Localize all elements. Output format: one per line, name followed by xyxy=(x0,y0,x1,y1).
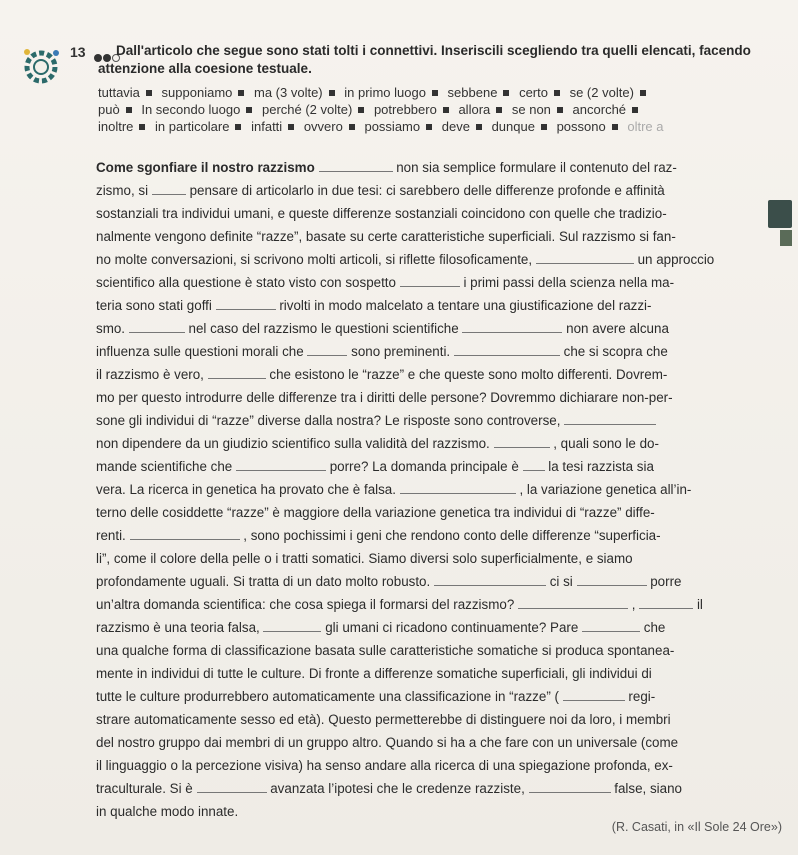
gear-icon xyxy=(18,44,64,90)
answer-blank[interactable] xyxy=(208,365,266,379)
article-text: scientifico alla questione è stato visto con sospetto xyxy=(96,275,396,290)
article-line xyxy=(96,524,786,547)
article-text: smo. xyxy=(96,321,126,336)
word-bank-row xyxy=(98,84,788,101)
article-text: profondamente uguali. Si tratta di un dato molto robusto. xyxy=(96,574,431,589)
article-text: i primi passi della scienza nella ma- xyxy=(463,275,675,290)
answer-blank[interactable] xyxy=(130,526,240,540)
article-line xyxy=(96,455,786,478)
answer-blank[interactable] xyxy=(307,342,347,356)
article-line: in qualche modo innate. xyxy=(96,804,239,819)
article-text: traculturale. Si è xyxy=(96,781,193,796)
article-text: che si scopra che xyxy=(563,344,668,359)
article-line xyxy=(96,616,786,639)
article-line: una qualche forma di classificazione basata sulle caratteristiche somatiche si produca spontanea- xyxy=(96,643,675,658)
answer-blank[interactable] xyxy=(536,250,634,264)
article-text: teria sono stati goffi xyxy=(96,298,212,313)
article-body xyxy=(96,156,786,823)
word-option: supponiamo xyxy=(161,85,233,100)
article-text: nel caso del razzismo le questioni scientifiche xyxy=(188,321,459,336)
article-text: non sia semplice formulare il contenuto del raz- xyxy=(396,160,677,175)
article-title: Come sgonfiare il nostro razzismo xyxy=(96,160,315,175)
article-text: false, siano xyxy=(614,781,683,796)
word-option: In secondo luogo xyxy=(141,102,241,117)
answer-blank[interactable] xyxy=(564,411,656,425)
article-text: porre? La domanda principale è xyxy=(329,459,519,474)
article-line xyxy=(96,685,786,708)
answer-blank[interactable] xyxy=(129,319,185,333)
answer-blank[interactable] xyxy=(582,618,640,632)
article-text: mande scientifiche che xyxy=(96,459,233,474)
article-line: sostanziali tra individui umani, e queste differenze sostanziali coincidono con quelle che tradizio- xyxy=(96,206,667,221)
article-line xyxy=(96,432,786,455)
word-option: possiamo xyxy=(364,119,421,134)
article-line xyxy=(96,248,786,271)
article-text: , la variazione genetica all’in- xyxy=(519,482,692,497)
article-line: terno delle cosiddette “razze” è maggiore della variazione genetica tra individui di “razze” diffe- xyxy=(96,505,655,520)
article-line: nalmente vengono definite “razze”, basate su certe caratteristiche superficiali. Sul razzismo si fan- xyxy=(96,229,676,244)
word-option: deve xyxy=(441,119,470,134)
word-option: allora xyxy=(458,102,491,117)
answer-blank[interactable] xyxy=(197,779,267,793)
article-text: sono preminenti. xyxy=(351,344,451,359)
word-option: se non xyxy=(511,102,551,117)
article-line xyxy=(96,317,786,340)
word-option: dunque xyxy=(491,119,535,134)
instruction-text: Dall'articolo che segue sono stati tolti i connettivi. Inseriscili scegliendo tra quelli elencati, facendo attenzione alla coesione testuale. xyxy=(98,43,751,76)
answer-blank[interactable] xyxy=(434,572,546,586)
article-source: (R. Casati, in «Il Sole 24 Ore») xyxy=(611,820,782,834)
answer-blank[interactable] xyxy=(523,457,545,471)
article-line xyxy=(96,363,786,386)
word-option: può xyxy=(98,102,120,117)
article-text: sone gli individui di “razze” diverse dalla nostra? Le risposte sono controverse, xyxy=(96,413,561,428)
word-bank-row xyxy=(98,101,788,118)
article-line: mo per questo introdurre delle differenze tra i diritti delle persone? Dovremmo dichiarare non-per- xyxy=(96,390,673,405)
word-option: se (2 volte) xyxy=(569,85,634,100)
article-text: pensare di articolarlo in due tesi: ci sarebbero delle differenze profonde e affinità xyxy=(189,183,665,198)
article-line xyxy=(96,179,786,202)
article-text: regi- xyxy=(628,689,656,704)
word-option: potrebbero xyxy=(373,102,437,117)
article-line xyxy=(96,409,786,432)
article-text: che xyxy=(643,620,666,635)
article-text: non avere alcuna xyxy=(566,321,669,336)
article-line: il linguaggio o la percezione visiva) ha senso andare alla ricerca di una spiegazione profonda, ex- xyxy=(96,758,673,773)
word-option: ma (3 volte) xyxy=(254,85,323,100)
article-line xyxy=(96,271,786,294)
article-line xyxy=(96,156,786,179)
article-text: avanzata l’ipotesi che le credenze razziste, xyxy=(270,781,525,796)
word-option: certo xyxy=(519,85,548,100)
word-bank xyxy=(98,84,788,135)
article-text: razzismo è una teoria falsa, xyxy=(96,620,260,635)
article-text: il xyxy=(696,597,703,612)
article-text: la tesi razzista sia xyxy=(548,459,654,474)
answer-blank[interactable] xyxy=(263,618,321,632)
article-text: rivolti in modo malcelato a tentare una giustificazione del razzi- xyxy=(279,298,652,313)
article-line xyxy=(96,777,786,800)
answer-blank[interactable] xyxy=(462,319,562,333)
article-text: renti. xyxy=(96,528,126,543)
answer-blank[interactable] xyxy=(319,158,393,172)
article-line xyxy=(96,478,786,501)
article-text: gli umani ci ricadono continuamente? Pare xyxy=(325,620,579,635)
article-text: che esistono le “razze” e che queste sono molto differenti. Dovrem- xyxy=(269,367,668,382)
article-text: il razzismo è vero, xyxy=(96,367,204,382)
article-line xyxy=(96,593,786,616)
answer-blank[interactable] xyxy=(494,434,550,448)
article-line: strare automaticamente sesso ed età). Questo permetterebbe di distinguere noi da loro, i membri xyxy=(96,712,671,727)
article-text: , xyxy=(631,597,636,612)
article-line: del nostro gruppo dai membri di un gruppo altro. Quando si ha a che fare con un universale (come xyxy=(96,735,679,750)
exercise-number: 13 xyxy=(70,44,86,60)
word-option: in primo luogo xyxy=(344,85,426,100)
word-option: in particolare xyxy=(155,119,230,134)
article-line xyxy=(96,340,786,363)
answer-blank[interactable] xyxy=(236,457,326,471)
article-text: porre xyxy=(650,574,682,589)
answer-blank[interactable] xyxy=(577,572,647,586)
answer-blank[interactable] xyxy=(400,480,516,494)
word-option: tuttavia xyxy=(98,85,140,100)
answer-blank[interactable] xyxy=(563,687,625,701)
answer-blank[interactable] xyxy=(454,342,560,356)
article-text: non dipendere da un giudizio scientifico sulla validità del razzismo. xyxy=(96,436,490,451)
article-line: mente in individui di tutte le culture. Di fronte a differenze somatiche superficiali, gli individui di xyxy=(96,666,652,681)
word-bank-row xyxy=(98,118,788,135)
article-text: influenza sulle questioni morali che xyxy=(96,344,304,359)
word-option: infatti xyxy=(251,119,283,134)
article-line xyxy=(96,570,786,593)
answer-blank[interactable] xyxy=(152,181,186,195)
answer-blank[interactable] xyxy=(216,296,276,310)
word-option: perché (2 volte) xyxy=(261,102,353,117)
answer-blank[interactable] xyxy=(529,779,611,793)
article-text: vera. La ricerca in genetica ha provato che è falsa. xyxy=(96,482,396,497)
word-option: ovvero xyxy=(303,119,343,134)
word-option: possono xyxy=(556,119,606,134)
article-text: tutte le culture produrrebbero automaticamente una classificazione in “razze” ( xyxy=(96,689,559,704)
article-text: , quali sono le do- xyxy=(553,436,659,451)
article-text: zismo, si xyxy=(96,183,149,198)
article-text: , sono pochissimi i geni che rendono conto delle differenze “superficia- xyxy=(243,528,661,543)
word-option: ancorché xyxy=(572,102,627,117)
word-option: oltre a xyxy=(627,119,664,134)
answer-blank[interactable] xyxy=(639,595,693,609)
word-option: sebbene xyxy=(447,85,498,100)
article-text: un approccio xyxy=(637,252,715,267)
word-option: inoltre xyxy=(98,119,134,134)
answer-blank[interactable] xyxy=(518,595,628,609)
article-text: no molte conversazioni, si scrivono molti articoli, si riflette filosoficamente, xyxy=(96,252,533,267)
exercise-instruction xyxy=(98,42,778,78)
article-text: ci si xyxy=(549,574,573,589)
article-line xyxy=(96,294,786,317)
answer-blank[interactable] xyxy=(400,273,460,287)
article-line: li”, come il colore della pelle o i tratti somatici. Siamo diversi solo superficialmente, e siamo xyxy=(96,551,633,566)
article-text: un’altra domanda scientifica: che cosa spiega il formarsi del razzismo? xyxy=(96,597,515,612)
